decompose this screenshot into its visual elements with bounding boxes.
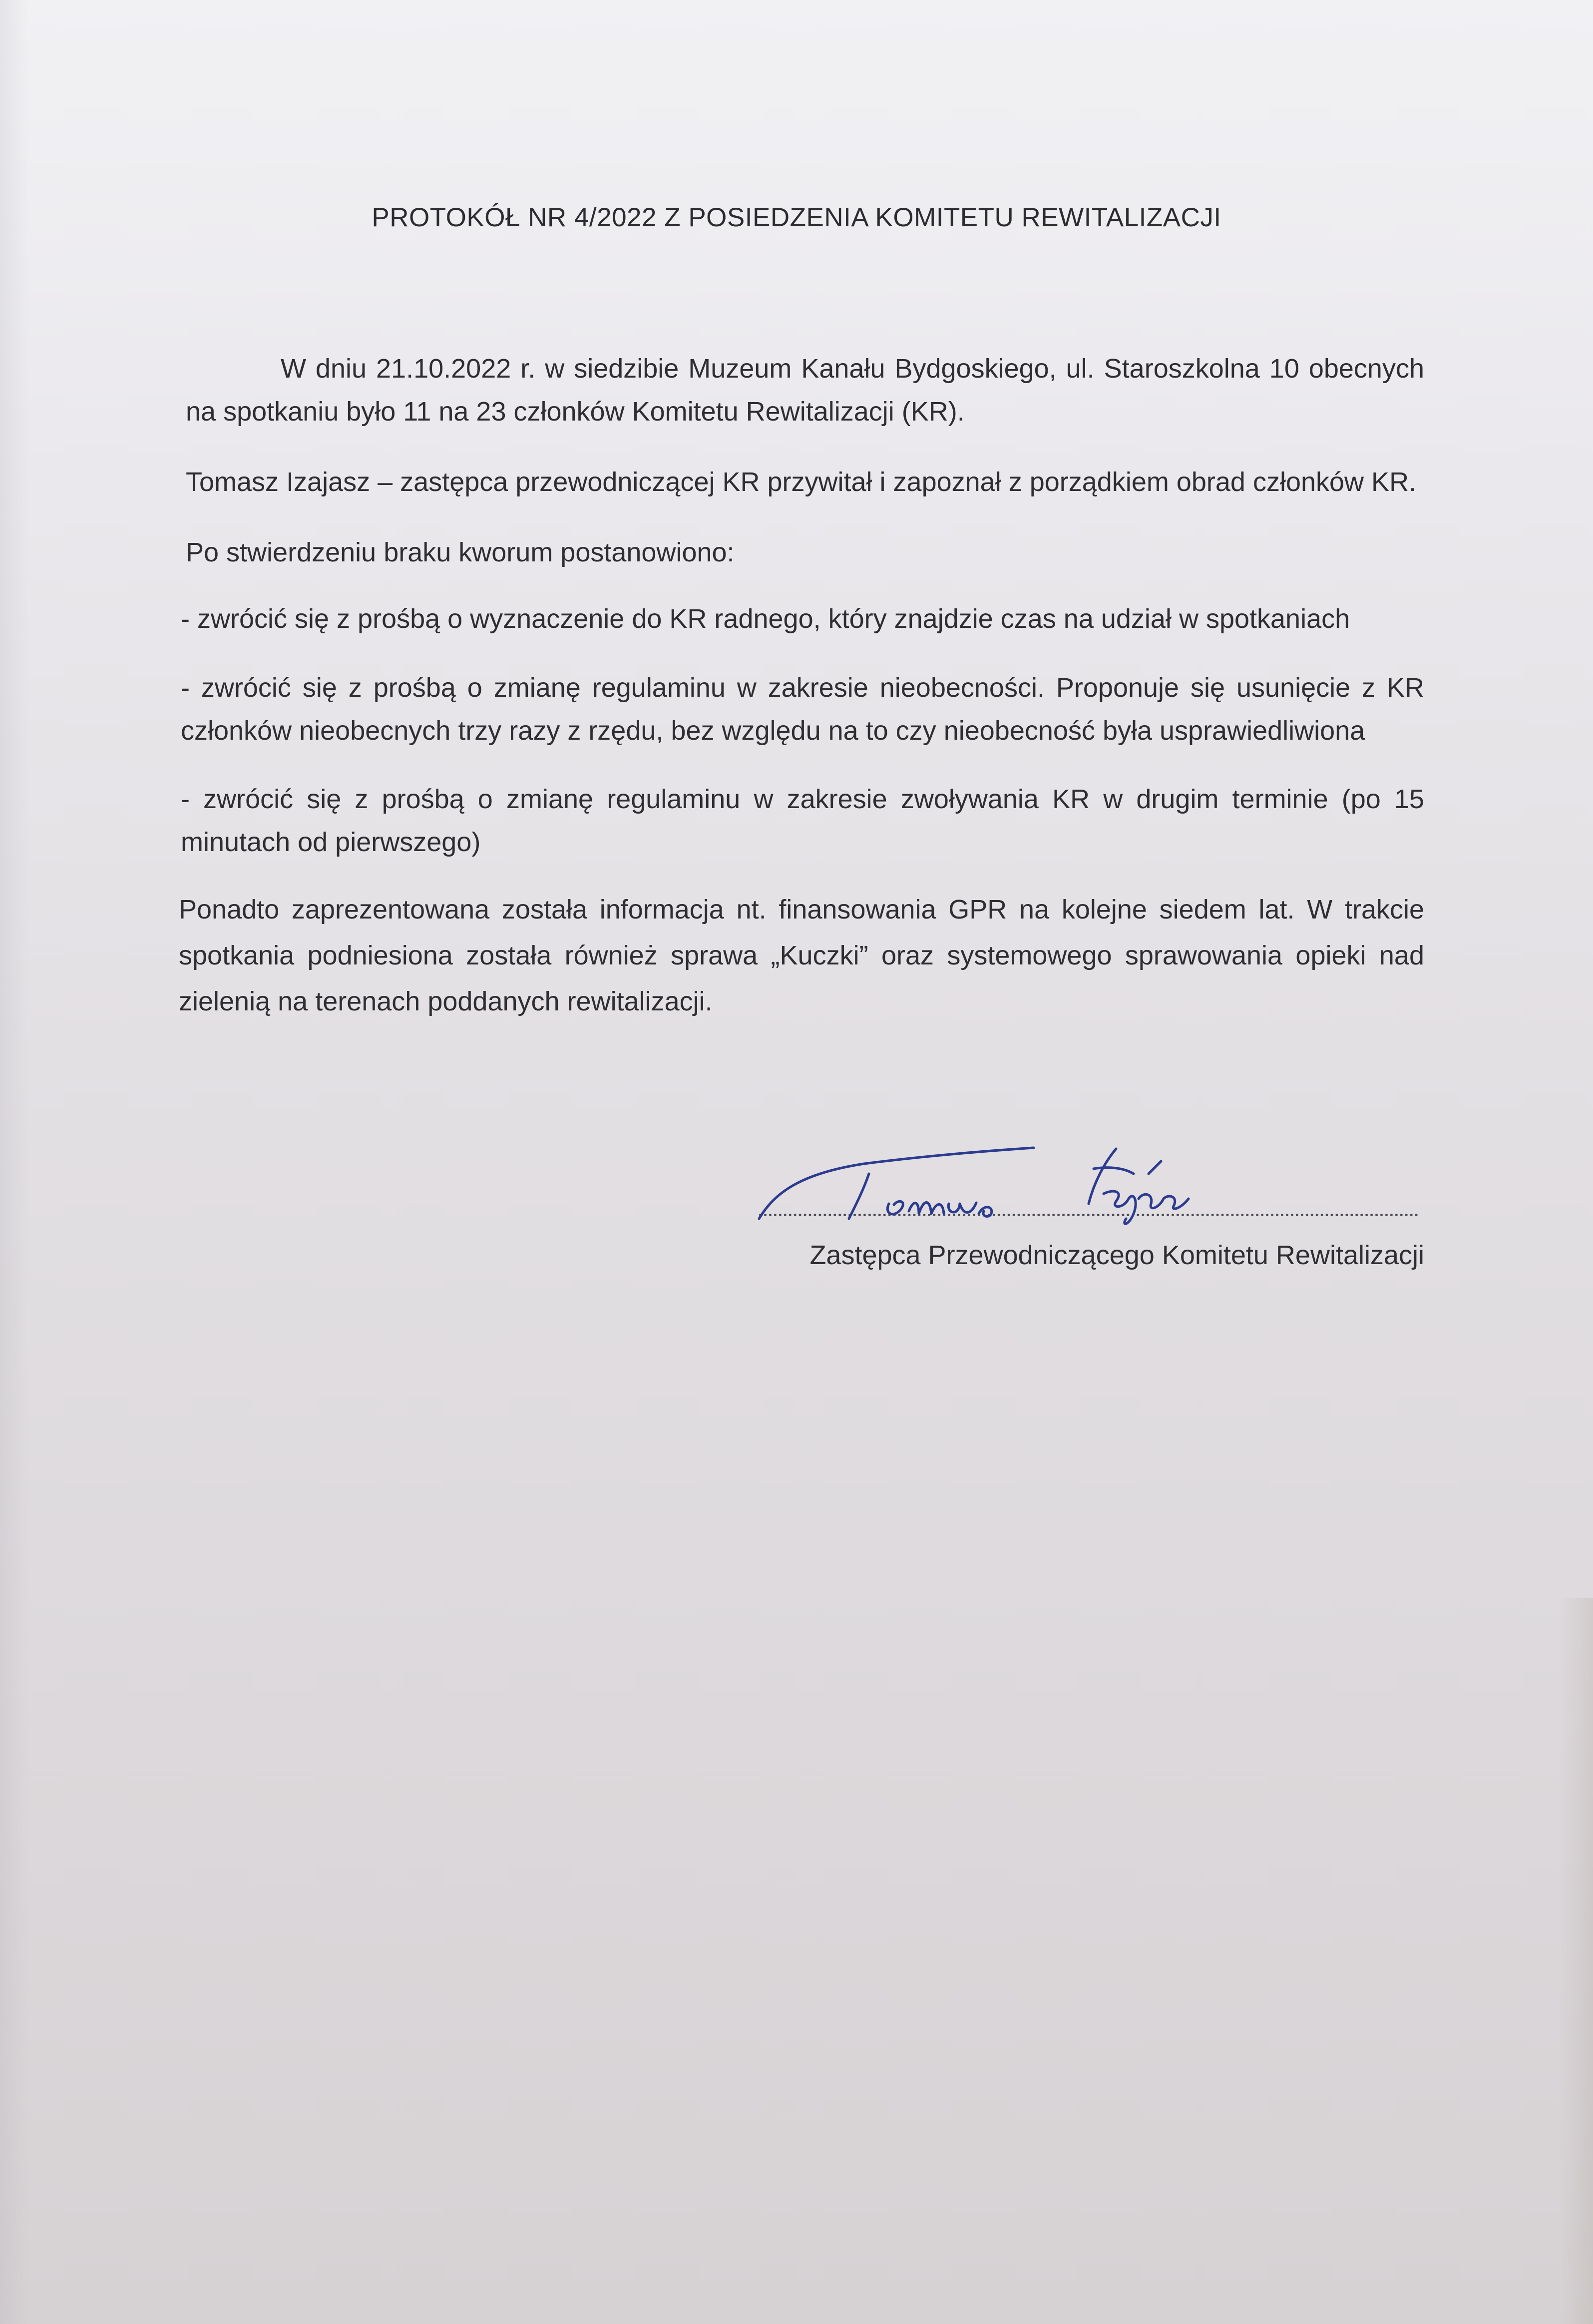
list-item-councillor: - zwrócić się z prośbą o wyznaczenie do KR radnego, który znajdzie czas na udział w spotkaniach [181, 604, 1350, 634]
page-shadow [0, 0, 30, 2324]
paragraph-meeting-info: W dniu 21.10.2022 r. w siedzibie Muzeum Kanału Bydgoskiego, ul. Staroszkolna 10 obecnych na spotkaniu było 11 na 23 członków Komitetu Rewitalizacji (KR). [186, 354, 1424, 427]
page-fold-shadow [1558, 1598, 1593, 2324]
document-title: PROTOKÓŁ NR 4/2022 Z POSIEDZENIA KOMITETU REWITALIZACJI [372, 203, 1221, 232]
handwritten-signature [744, 1119, 1433, 1249]
list-item-absence-rules: - zwrócić się z prośbą o zmianę regulaminu w zakresie nieobecności. Proponuje się usunięcie z KR członków nieobecnych trzy razy z rzędu, bez względu na to czy nieobecność była usprawiedliwiona [181, 673, 1424, 746]
signature-block [744, 1119, 1433, 1249]
paragraph-additional-info: Ponadto zaprezentowana została informacja nt. finansowania GPR na kolejne siedem lat. W trakcie spotkania podniesiona została również sprawa „Kuczki” oraz systemowego sprawowania opieki nad zielenią na terenach poddanych rewitalizacji. [179, 895, 1424, 1016]
paragraph-quorum: Po stwierdzeniu braku kworum postanowiono: [186, 537, 735, 567]
signature-caption: Zastępca Przewodniczącego Komitetu Rewitalizacji [809, 1240, 1424, 1270]
paragraph-welcome: Tomasz Izajasz – zastępca przewodniczącej KR przywitał i zapoznał z porządkiem obrad członków KR. [186, 467, 1417, 497]
list-item-second-term: - zwrócić się z prośbą o zmianę regulaminu w zakresie zwoływania KR w drugim terminie (po 15 minutach od pierwszego) [181, 784, 1424, 857]
